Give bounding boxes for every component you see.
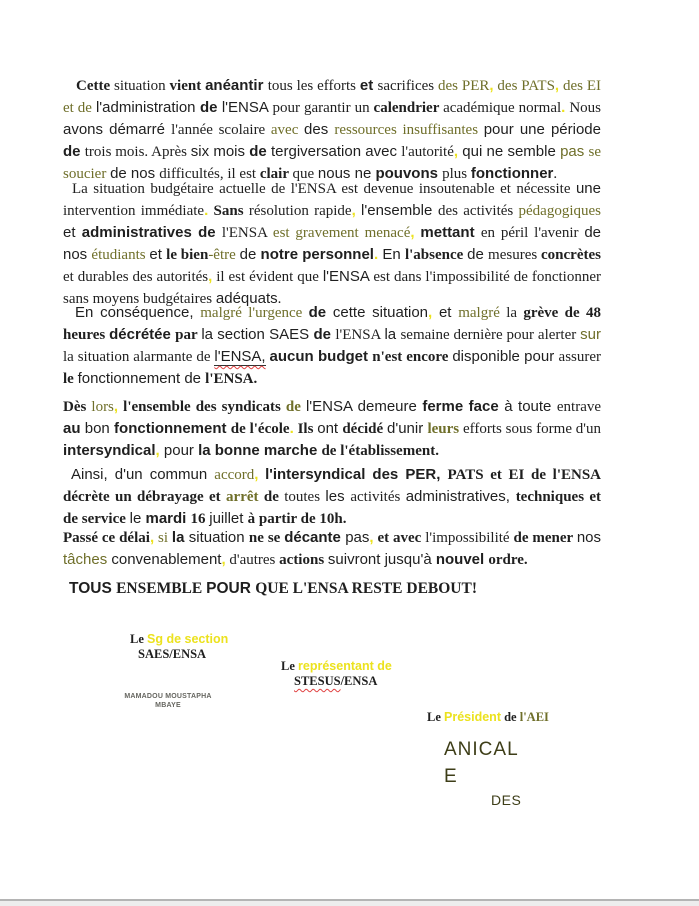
paragraph-4: Dès lors, l'ensemble des syndicats de l'ENSA demeure ferme face à toute entrave au bon fonctionnement de l'école. Ils ont décidé d'unir leurs efforts sous forme d'un intersyndical, pour la bonne marche de l'établissement. [63,398,605,459]
signature-saes [130,632,228,662]
amicale-text-line2: E [444,766,458,787]
page-bottom-edge [0,899,699,906]
amicale-text-line3: DES [491,792,522,808]
signature-saes-org: SAES/ENSA [138,647,207,661]
slogan-line: TOUS ENSEMBLE POUR QUE L'ENSA RESTE DEBOUT! [69,580,478,597]
paragraph-5: Ainsi, d'un commun accord, l'intersyndical des PER, PATS et EI de l'ENSA décrète un débrayage et arrêt de toutes les activités administratives, techniques et de service le mardi 16 juillet à partir de 10h. [63,466,605,527]
signature-stesus-org: STESUS/ENSA [294,674,378,688]
paragraph-6: Passé ce délai, si la situation ne se décante pas, et avec l'impossibilité de mener nos tâches convenablement, d'autres actions suivront jusqu'à nouvel ordre. [63,529,606,568]
signature-saes-title: Le Sg de section [130,632,229,646]
paragraph-1: Cette situation vient anéantir tous les efforts et sacrifices des PER, des PATS, des EI et de l'administration de l'ENSA pour garantir un calendrier académique normal. Nous avons démarré l'année scolaire avec des ressources insuffisantes pour une période de trois mois. Après six mois de tergiversation avec l'autorité, qui ne semble pas se soucier de nos difficultés, il est clair que nous ne pouvons plus fonctionner. [63,77,606,182]
signer-name-line2: MBAYE [155,702,181,709]
paragraph-3: En conséquence, malgré l'urgence de cette situation, et malgré la grève de 48 heures décrétée par la section SAES de l'ENSA la semaine dernière pour alerter sur la situation alarmante de l'ENSA, aucun budget n'est encore disponible pour assurer le fonctionnement de l'ENSA. [63,304,606,387]
signer-name [116,692,220,710]
signature-stesus [281,659,392,689]
signature-aei-title: Le Président de l'AEI [427,710,549,724]
amicale-text-line1: ANICAL [444,739,519,760]
signer-name-line1: MAMADOU MOUSTAPHA [124,693,212,700]
paragraph-2: La situation budgétaire actuelle de l'ENSA est devenue insoutenable et nécessite une intervention immédiate. Sans résolution rapide, l'ensemble des activités pédagogiques et administratives de l'ENSA est gravement menacé, mettant en péril l'avenir de nos étudiants et le bien-être de notre personnel. En l'absence de mesures concrètes et durables des autorités, il est évident que l'ENSA est dans l'impossibilité de fonctionner sans moyens budgétaires adéquats. [63,180,606,307]
signature-aei [427,710,549,725]
signature-stesus-title: Le représentant de [281,659,392,673]
